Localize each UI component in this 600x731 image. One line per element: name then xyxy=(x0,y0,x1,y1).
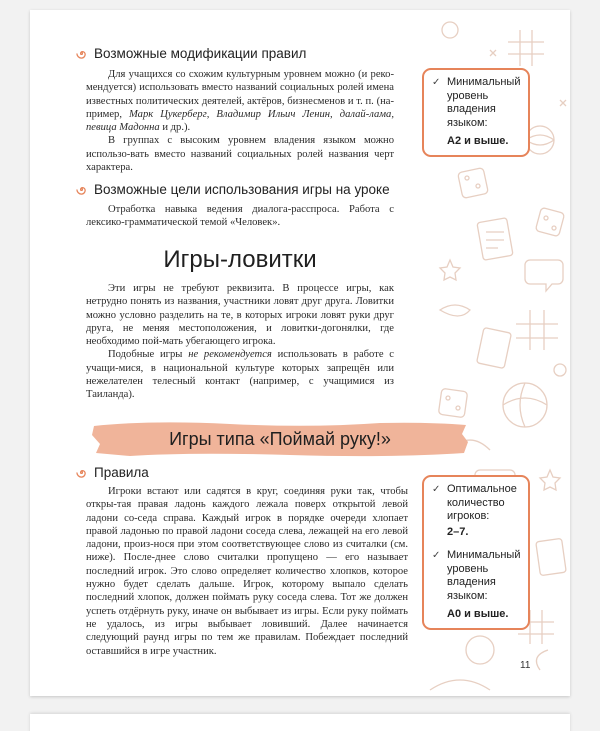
chevron-down-icon: ✓ xyxy=(432,484,441,495)
text-span: и др.). xyxy=(159,122,191,134)
text-span: Подобные игры xyxy=(108,349,189,361)
infobox-value: А2 и выше. xyxy=(447,135,509,147)
infobox-value: А0 и выше. xyxy=(447,608,509,620)
chevron-down-icon: ✓ xyxy=(432,550,441,561)
infobox-label: Минимальный уровень владения языком: xyxy=(447,549,521,602)
next-page-edge xyxy=(30,714,570,731)
spiral-icon xyxy=(76,48,87,59)
text-span: Для учащихся со схожим культурным уровнем можно (и реко-мендуется) использовать вместо названий социальных ролей имена известных политических деятелей, актёров, бизнесменов и т. п. (на-пример, xyxy=(86,69,394,120)
chapter-text xyxy=(86,282,394,402)
infobox-language-level xyxy=(422,68,530,157)
section-heading-rules xyxy=(76,465,149,480)
emphasis-italic: не рекомендуется xyxy=(188,349,272,361)
examples-italic: Марк Цукерберг, Владимир Ильич Ленин, далай-лама, певица Мадонна xyxy=(86,108,394,134)
banner-title: Игры типа «Поймай руку!» xyxy=(169,428,391,449)
infobox-label: Минимальный уровень владения языком: xyxy=(447,76,521,129)
infobox-players-level xyxy=(422,475,530,630)
spiral-icon xyxy=(76,184,87,195)
rules-paragraph: Игроки встают или садятся в круг, соединяя руки так, чтобы откры-тая правая ладонь каждого лежала поверх открытой левой ладони со-седа справа. Каждый игрок в порядке очереди хлопает правой ладонью по правой ладони соседа слева, лежащей на его левой ладони, произ-нося при этом соответствующее слово из считалки (см. ниже). После-днее слово считалки пропущено — его называет последний игрок. Это слово определяет количество хлопков, которое нужно будет сделать дальше. Игрок, которому выпало сделать последний хлопок, должен поймать руку соседа слева. Тот же должен успеть отдёрнуть руку, иначе он выбывает из игры. Если руку поймать не удалось, из игры выбывает ловивший. Далее начинается следующий раунд игры по тем же правилам. Побеждает последний оставшийся в игре участник. xyxy=(86,486,408,657)
infobox-item xyxy=(432,549,520,603)
text-span: использовать в работе с учащи-мися, в национальной культуре которых запрещён или нежелателен телесный контакт (например, с учащимися из Таиланда). xyxy=(86,349,394,401)
chevron-down-icon: ✓ xyxy=(432,77,441,88)
spiral-icon xyxy=(76,467,87,478)
page-number: 11 xyxy=(520,660,531,671)
modifications-paragraph-1 xyxy=(86,68,394,134)
chapter-title: Игры-ловитки xyxy=(163,246,317,273)
modifications-paragraph-2: В группах с высоким уровнем владения языком можно использо-вать вместо названий социальных ролей названия черт характера. xyxy=(86,135,394,174)
infobox-item xyxy=(432,483,520,524)
rules-text xyxy=(86,485,408,658)
section-heading-goals xyxy=(76,182,390,197)
heading-text: Правила xyxy=(94,465,149,480)
section-heading-modifications xyxy=(76,46,306,61)
chapter-paragraph-1: Эти игры не требуют реквизита. В процессе игры, как нетрудно понять из названия, участники ловят друг друга. Ловитки можно условно разделить на те, в которых игроки ловят руки друг друга, не меняя местоположения, и ловитки-догонялки, где необходимо пой-мать убегающего игрока. xyxy=(86,283,394,348)
goals-text xyxy=(86,203,394,230)
goals-paragraph: Отработка навыка ведения диалога-расспроса. Работа с лексико-грамматической темой «Человек». xyxy=(86,204,394,229)
modifications-text xyxy=(86,68,394,174)
chapter-paragraph-2 xyxy=(86,348,394,401)
infobox-item xyxy=(432,76,520,130)
book-page xyxy=(30,10,570,696)
infobox-value: 2–7. xyxy=(447,525,469,538)
heading-text: Возможные модификации правил xyxy=(94,46,307,61)
infobox-label: Оптимальное количество игроков: xyxy=(447,483,517,522)
heading-text: Возможные цели использования игры на уроке xyxy=(94,182,390,197)
